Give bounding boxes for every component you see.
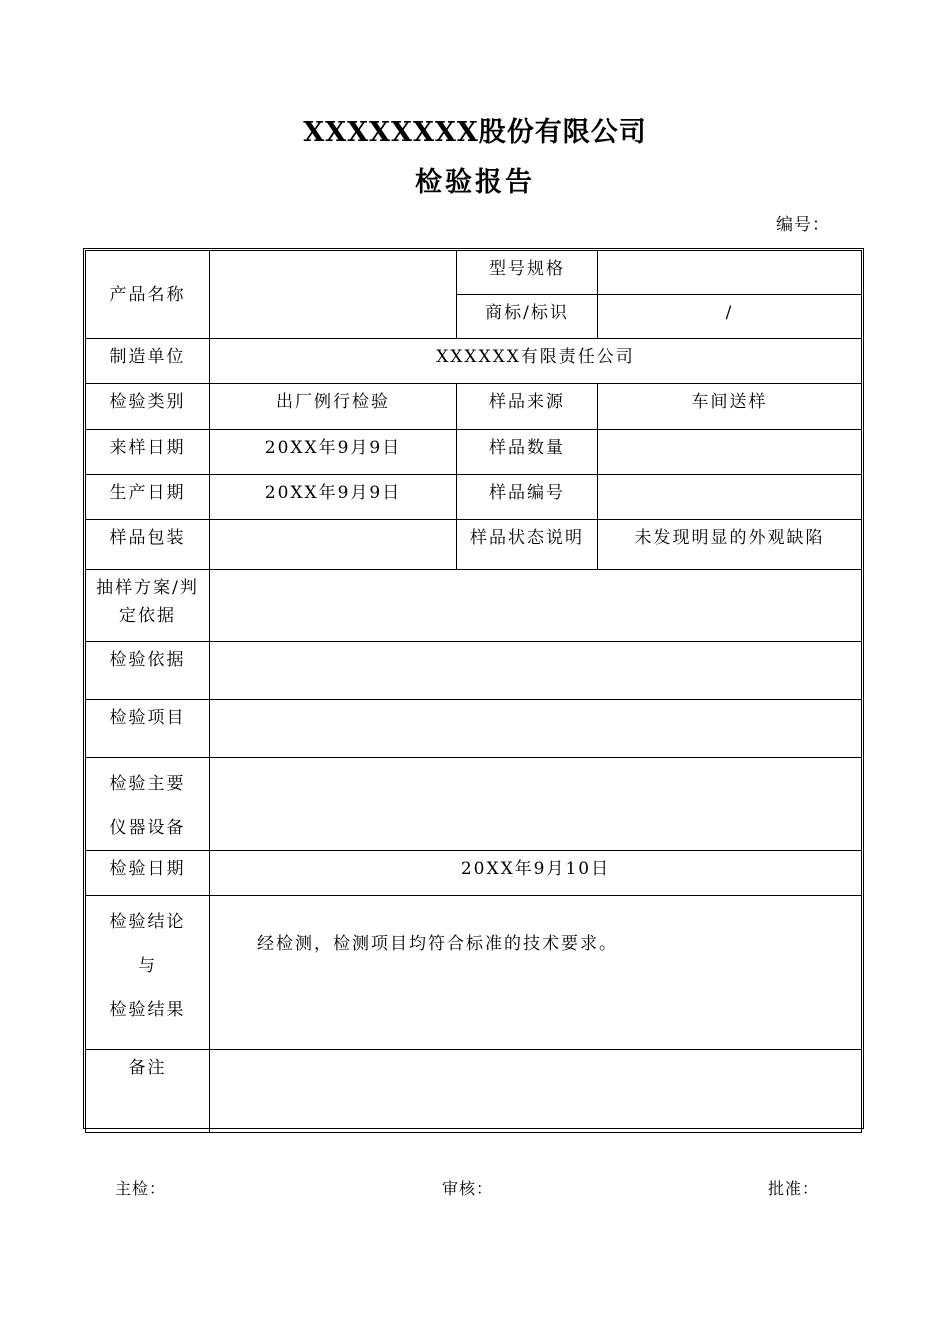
table-row [86,339,862,384]
inspection-basis-value [210,642,862,700]
model-label: 型号规格 [457,251,598,295]
inspection-items-value [210,700,862,758]
approver-signature-label: 批准： [768,1179,820,1198]
inspector-signature-label: 主检： [115,1179,167,1198]
equipment-value [210,758,862,851]
conclusion-value: 经检测，检测项目均符合标准的技术要求。 [210,896,862,1050]
inspection-basis-label: 检验依据 [86,642,210,700]
equipment-label [86,758,210,851]
remarks-value [210,1050,862,1133]
conclusion-label-line3: 检验结果 [109,1000,186,1020]
conclusion-label-line2: 与 [138,956,157,976]
sample-status-value: 未发现明显的外观缺陷 [598,520,862,570]
remarks-label: 备注 [86,1050,210,1133]
trademark-label: 商标/标识 [457,295,598,339]
table-row [86,384,862,430]
conclusion-label-line1: 检验结论 [109,912,186,932]
table-row [86,758,862,851]
model-value [598,251,862,295]
equipment-label-line1: 检验主要 [109,774,186,794]
report-table-frame [83,248,864,1129]
sample-quantity-value [598,430,862,475]
manufacturer-label: 制造单位 [86,339,210,384]
sample-source-value: 车间送样 [598,384,862,430]
report-number-label: 编号： [776,215,830,235]
table-row [86,251,862,295]
inspection-items-label: 检验项目 [86,700,210,758]
manufacturer-value: XXXXXX有限责任公司 [210,339,862,384]
sample-quantity-label: 样品数量 [457,430,598,475]
trademark-value: / [598,295,862,339]
table-row [86,570,862,642]
company-name: XXXXXXXX股份有限公司 [303,117,647,148]
sampling-plan-label: 抽样方案/判定依据 [86,570,210,642]
packaging-value [210,520,457,570]
table-row [86,520,862,570]
sample-status-label: 样品状态说明 [457,520,598,570]
report-table [85,250,862,1133]
sample-source-label: 样品来源 [457,384,598,430]
sample-number-label: 样品编号 [457,475,598,520]
packaging-label: 样品包装 [86,520,210,570]
reviewer-signature-label: 审核： [442,1179,494,1198]
inspection-date-label: 检验日期 [86,851,210,896]
sampling-date-value: 20XX年9月9日 [210,430,457,475]
table-row [86,700,862,758]
table-row [86,1050,862,1133]
product-name-value [210,251,457,339]
sampling-date-label: 来样日期 [86,430,210,475]
conclusion-label [86,896,210,1050]
production-date-label: 生产日期 [86,475,210,520]
table-row [86,642,862,700]
inspection-type-label: 检验类别 [86,384,210,430]
report-title: 检验报告 [415,167,535,198]
equipment-label-line2: 仪器设备 [109,818,186,838]
product-name-label: 产品名称 [86,251,210,339]
table-row [86,430,862,475]
table-row [86,475,862,520]
inspection-type-value: 出厂例行检验 [210,384,457,430]
sample-number-value [598,475,862,520]
sampling-plan-value [210,570,862,642]
table-row [86,851,862,896]
inspection-date-value: 20XX年9月10日 [210,851,862,896]
production-date-value: 20XX年9月9日 [210,475,457,520]
table-row [86,896,862,1050]
